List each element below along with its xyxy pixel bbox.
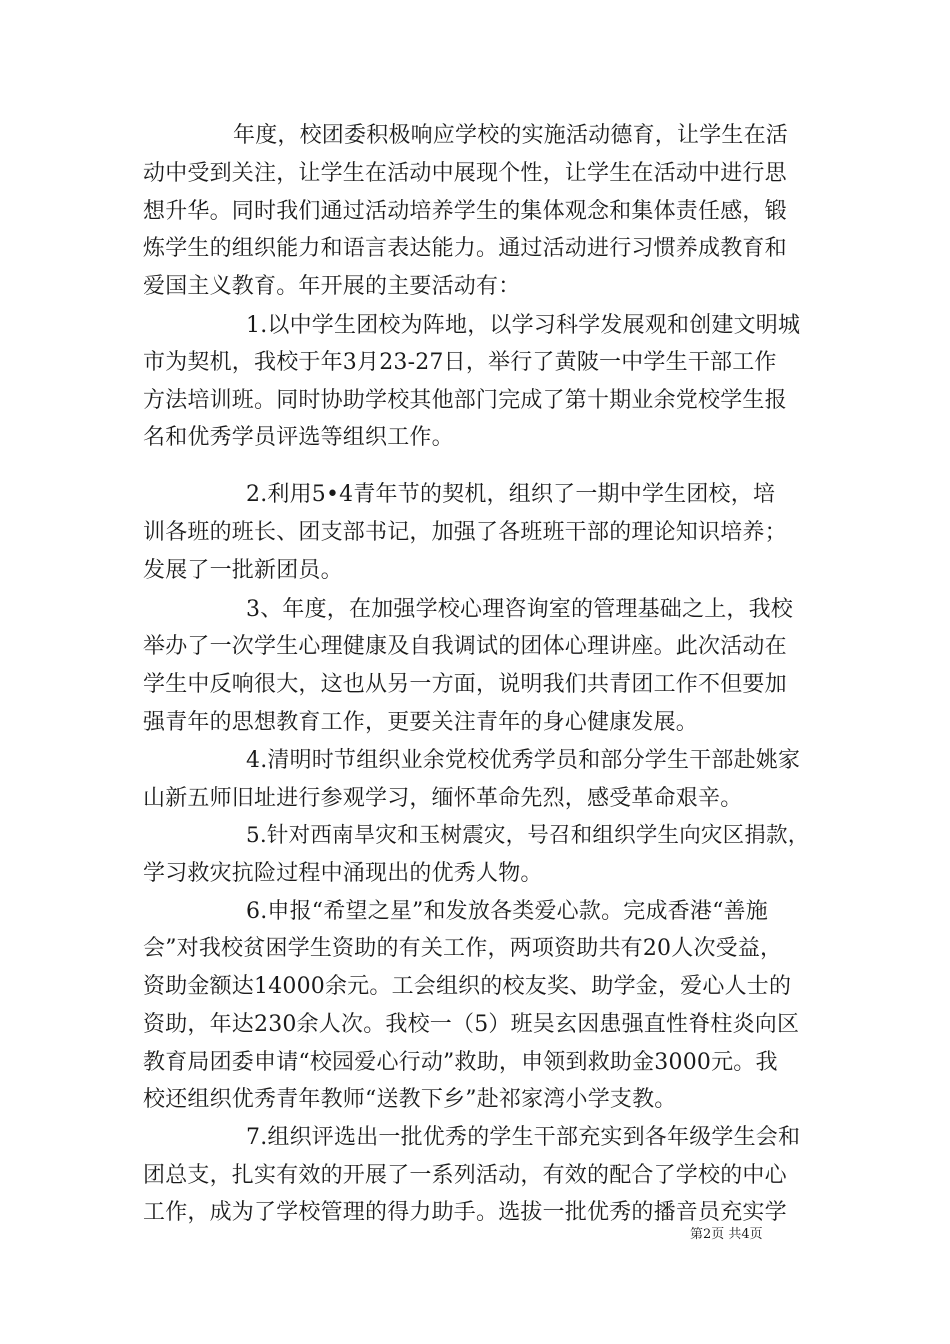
text-line: 团总支，扎实有效的开展了一系列活动，有效的配合了学校的中心 bbox=[143, 1163, 787, 1188]
text-line: 学习救灾抗险过程中涌现出的优秀人物。 bbox=[143, 861, 543, 886]
text-line: 6.申报“希望之星”和发放各类爱心款。完成香港“善施 bbox=[246, 899, 768, 924]
text-line: 资助，年达230余人次。我校一（5）班吴玄因患强直性脊柱炎向区 bbox=[143, 1012, 800, 1037]
text-line: 山新五师旧址进行参观学习，缅怀革命先烈，感受革命艰辛。 bbox=[143, 786, 743, 811]
text-line: 2.利用5•4青年节的契机，组织了一期中学生团校，培 bbox=[246, 482, 776, 507]
text-line: 强青年的思想教育工作，更要关注青年的身心健康发展。 bbox=[143, 710, 699, 735]
text-line: 名和优秀学员评选等组织工作。 bbox=[143, 425, 454, 450]
text-line: 市为契机，我校于年3月23-27日，举行了黄陂一中学生干部工作 bbox=[143, 350, 777, 375]
text-line: 举办了一次学生心理健康及自我调试的团体心理讲座。此次活动在 bbox=[143, 634, 787, 659]
text-line: 3、年度，在加强学校心理咨询室的管理基础之上，我校 bbox=[246, 597, 793, 622]
text-line: 炼学生的组织能力和语言表达能力。通过活动进行习惯养成教育和 bbox=[143, 236, 787, 261]
text-line: 学生中反响很大，这也从另一方面，说明我们共青团工作不但要加 bbox=[143, 672, 787, 697]
text-line: 1.以中学生团校为阵地，以学习科学发展观和创建文明城 bbox=[246, 313, 801, 338]
text-line: 4.清明时节组织业余党校优秀学员和部分学生干部赴姚家 bbox=[246, 748, 801, 773]
text-line: 爱国主义教育。年开展的主要活动有： bbox=[143, 274, 521, 299]
text-line: 校还组织优秀青年教师“送教下乡”赴祁家湾小学支教。 bbox=[143, 1087, 677, 1112]
text-line: 动中受到关注，让学生在活动中展现个性，让学生在活动中进行思 bbox=[143, 161, 787, 186]
text-line: 会”对我校贫困学生资助的有关工作，两项资助共有20人次受益， bbox=[143, 936, 783, 961]
text-line: 7.组织评选出一批优秀的学生干部充实到各年级学生会和 bbox=[246, 1125, 801, 1150]
text-line: 年度，校团委积极响应学校的实施活动德育，让学生在活 bbox=[233, 123, 789, 148]
text-line: 教育局团委申请“校园爱心行动”救助，申领到救助金3000元。我 bbox=[143, 1050, 778, 1075]
page-number: 第2页 共4页 bbox=[690, 1227, 763, 1242]
text-line: 训各班的班长、团支部书记，加强了各班班干部的理论知识培养； bbox=[143, 520, 787, 545]
text-line: 发展了一批新团员。 bbox=[143, 558, 343, 583]
text-line: 5.针对西南旱灾和玉树震灾，号召和组织学生向灾区捐款， bbox=[246, 823, 810, 848]
text-line: 资助金额达14000余元。工会组织的校友奖、助学金，爱心人士的 bbox=[143, 974, 792, 999]
text-line: 想升华。同时我们通过活动培养学生的集体观念和集体责任感，锻 bbox=[143, 199, 787, 224]
text-line: 方法培训班。同时协助学校其他部门完成了第十期业余党校学生报 bbox=[143, 388, 787, 413]
text-line: 工作，成为了学校管理的得力助手。选拔一批优秀的播音员充实学 bbox=[143, 1200, 787, 1225]
